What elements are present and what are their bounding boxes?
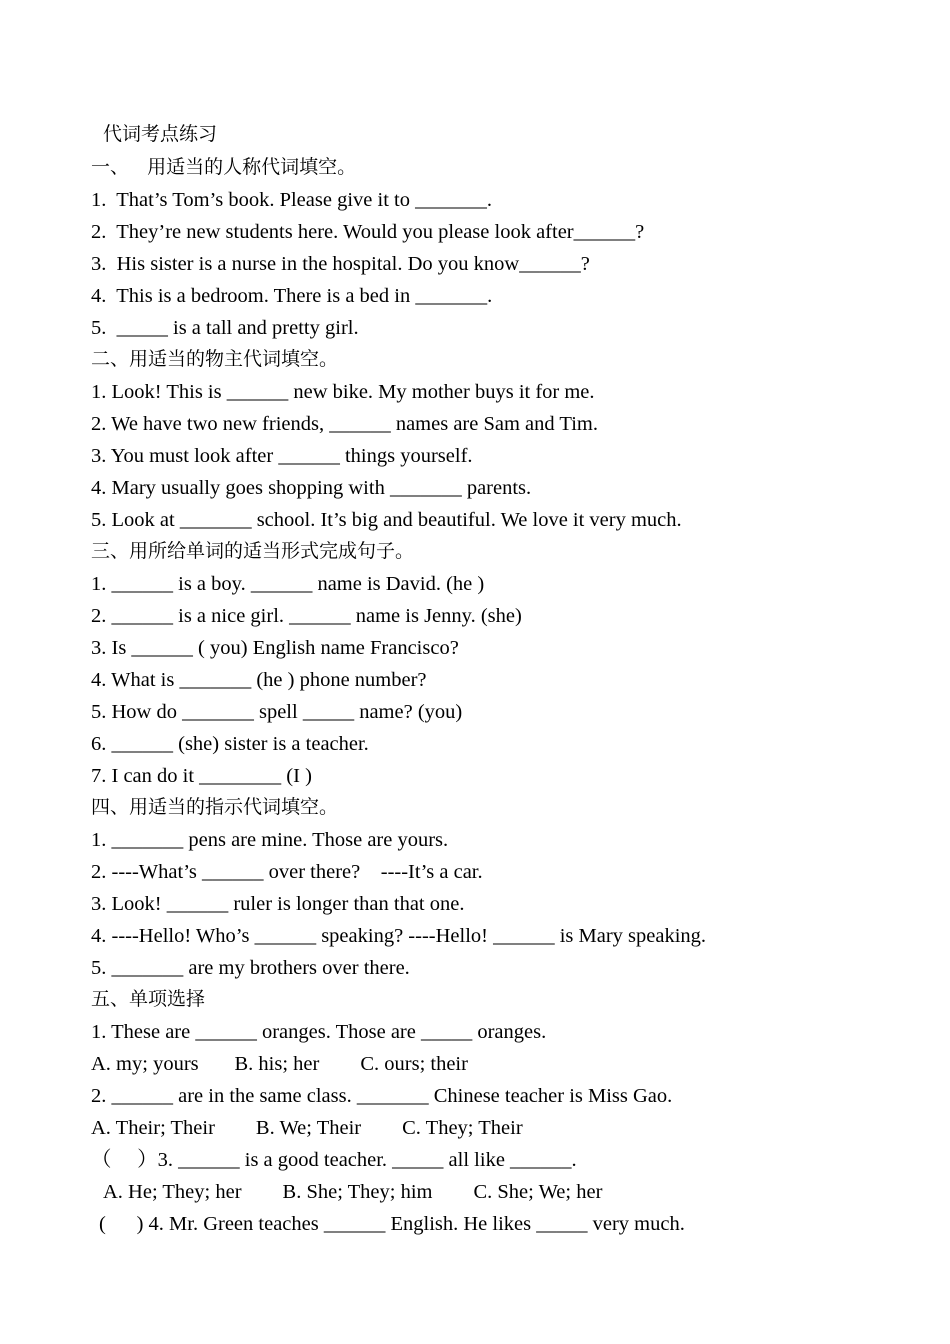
section2-heading: 二、用适当的物主代词填空。 [91, 348, 339, 370]
section1-item: 1. That’s Tom’s book. Please give it to _______. [91, 189, 492, 211]
section5-item: ( ) 4. Mr. Green teaches ______ English. He likes _____ very much. [99, 1213, 685, 1235]
section5-item: （ ）3. ______ is a good teacher. _____ all like ______. [91, 1149, 577, 1171]
section2-item: 3. You must look after ______ things yourself. [91, 445, 473, 467]
section5-heading: 五、单项选择 [91, 988, 206, 1010]
section4-item: 2. ----What’s ______ over there? ----It’s a car. [91, 861, 483, 883]
section3-item: 5. How do _______ spell _____ name? (you) [91, 701, 463, 723]
section5-options: A. my; yours B. his; her C. ours; their [91, 1053, 468, 1075]
section4-item: 3. Look! ______ ruler is longer than that one. [91, 893, 465, 915]
section4-item: 5. _______ are my brothers over there. [91, 957, 410, 979]
section3-item: 6. ______ (she) sister is a teacher. [91, 733, 369, 755]
section1-item: 5. _____ is a tall and pretty girl. [91, 317, 359, 339]
section3-item: 7. I can do it ________ (I ) [91, 765, 312, 787]
section4-item: 4. ----Hello! Who’s ______ speaking? ----Hello! ______ is Mary speaking. [91, 925, 707, 947]
section1-heading: 一、 用适当的人称代词填空。 [91, 156, 357, 178]
section5-item: 1. These are ______ oranges. Those are _____ oranges. [91, 1021, 547, 1043]
section3-item: 2. ______ is a nice girl. ______ name is Jenny. (she) [91, 605, 522, 627]
section5-options: A. Their; Their B. We; Their C. They; Their [91, 1117, 523, 1139]
section5-options: A. He; They; her B. She; They; him C. She; We; her [103, 1181, 603, 1203]
section1-item: 4. This is a bedroom. There is a bed in _______. [91, 285, 493, 307]
section3-heading: 三、用所给单词的适当形式完成句子。 [91, 540, 415, 562]
section2-item: 4. Mary usually goes shopping with _______ parents. [91, 477, 532, 499]
section2-item: 1. Look! This is ______ new bike. My mother buys it for me. [91, 381, 595, 403]
section5-item: 2. ______ are in the same class. _______ Chinese teacher is Miss Gao. [91, 1085, 673, 1107]
section4-item: 1. _______ pens are mine. Those are yours. [91, 829, 449, 851]
section2-item: 5. Look at _______ school. It’s big and beautiful. We love it very much. [91, 509, 682, 531]
section3-item: 4. What is _______ (he ) phone number? [91, 669, 427, 691]
section2-item: 2. We have two new friends, ______ names are Sam and Tim. [91, 413, 598, 435]
section3-item: 3. Is ______ ( you) English name Francisco? [91, 637, 459, 659]
section4-heading: 四、用适当的指示代词填空。 [91, 796, 339, 818]
section3-item: 1. ______ is a boy. ______ name is David. (he ) [91, 573, 485, 595]
worksheet-title: 代词考点练习 [103, 123, 218, 145]
section1-item: 2. They’re new students here. Would you please look after______? [91, 221, 645, 243]
section1-item: 3. His sister is a nurse in the hospital. Do you know______? [91, 253, 590, 275]
